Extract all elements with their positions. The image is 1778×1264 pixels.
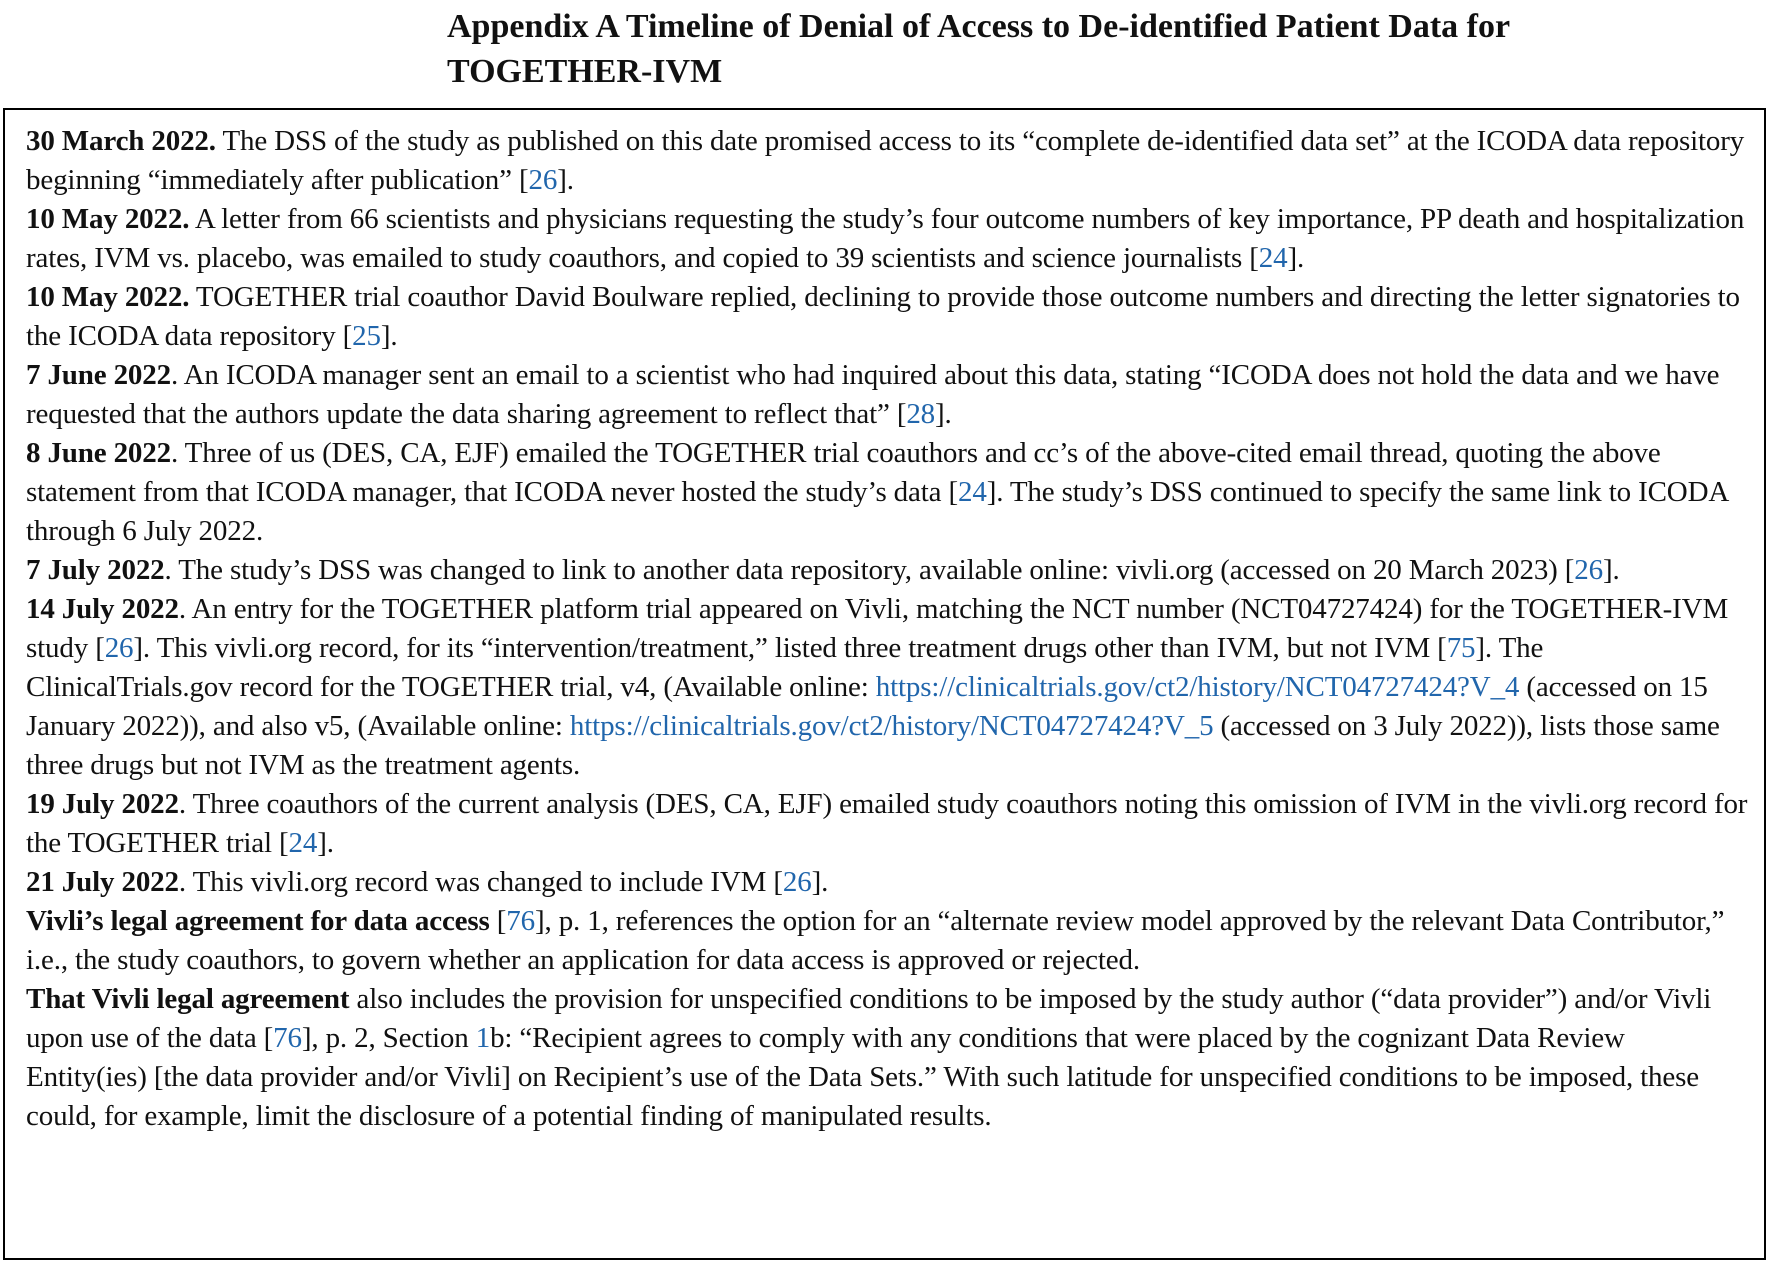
entry-date: 30 March 2022. xyxy=(26,125,216,157)
entry-text: . This vivli.org record was changed to include IVM [ xyxy=(178,866,783,898)
entry-text: . An entry for the TOGETHER platform trial appeared on Vivli, matching the NCT number (NCT04727424) for the TOGETHER-IVM study [ xyxy=(26,593,1729,664)
entry-date: 8 June 2022 xyxy=(26,437,171,469)
entry-text: (accessed on 15 January 2022)), and also v5, (Available online: xyxy=(26,671,1708,742)
entry-date: 7 July 2022 xyxy=(26,554,165,586)
entry-text: ]. xyxy=(557,164,574,196)
entry-text: . Three of us (DES, CA, EJF) emailed the TOGETHER trial coauthors and cc’s of the above-cited email thread, quoting the above statement from that ICODA manager, that ICODA never hosted the study’s data [ xyxy=(26,437,1661,508)
entry-text: ]. The study’s DSS continued to specify the same link to ICODA through 6 July 2022. xyxy=(26,476,1728,547)
entry-text: TOGETHER trial coauthor David Boulware replied, declining to provide those outcome numbers and directing the letter signatories to the ICODA data repository [ xyxy=(26,281,1740,352)
timeline-entry xyxy=(26,278,1752,356)
timeline-entry xyxy=(26,200,1752,278)
timeline-entry xyxy=(26,980,1752,1136)
entry-text: ]. This vivli.org record, for its “intervention/treatment,” listed three treatment drugs other than IVM, but not IVM [ xyxy=(133,632,1447,664)
entry-text: ]. xyxy=(811,866,829,898)
entry-text: ]. xyxy=(317,827,334,859)
entry-date: 19 July 2022 xyxy=(26,788,179,820)
entry-heading: That Vivli legal agreement xyxy=(26,983,350,1015)
citation-link[interactable]: 28 xyxy=(906,398,936,430)
timeline-entry xyxy=(26,551,1752,590)
entry-heading: Vivli’s legal agreement for data access xyxy=(26,905,490,937)
entry-text: ]. xyxy=(935,398,952,430)
entry-text: b: “Recipient agrees to comply with any conditions that were placed by the cognizant Data Review Entity(ies) [the data provider and/or Vivli] on Recipient’s use of the Data Sets.” With such latitude for unspecified conditions to be imposed, these could, for example, limit the disclosure of a potential finding of manipulated results. xyxy=(26,1022,1699,1132)
timeline-entry xyxy=(26,902,1752,980)
section-link[interactable]: 1 xyxy=(475,1022,491,1054)
citation-link[interactable]: 25 xyxy=(352,320,381,352)
timeline-entry xyxy=(26,122,1752,200)
citation-link[interactable]: 24 xyxy=(288,827,318,859)
title-line-1: Appendix A Timeline of Denial of Access to De-identified Patient Data for xyxy=(447,8,1511,45)
citation-link[interactable]: 26 xyxy=(782,866,812,898)
citation-link[interactable]: 75 xyxy=(1446,632,1476,664)
entry-text: ]. xyxy=(380,320,398,352)
citation-link[interactable]: 76 xyxy=(506,905,535,937)
page-title xyxy=(447,4,1747,94)
entry-text: also includes the provision for unspecified conditions to be imposed by the study author (“data provider”) and/or Vivli upon use of the data [ xyxy=(26,983,1712,1054)
entry-date: 10 May 2022. xyxy=(26,203,190,235)
entry-text: [ xyxy=(489,905,507,937)
citation-link[interactable]: 26 xyxy=(1574,554,1603,586)
citation-link[interactable]: 24 xyxy=(1258,242,1288,274)
entry-text: ]. The ClinicalTrials.gov record for the TOGETHER trial, v4, (Available online: xyxy=(26,632,1544,703)
citation-link[interactable]: 26 xyxy=(104,632,134,664)
entry-text: . An ICODA manager sent an email to a scientist who had inquired about this data, stating “ICODA does not hold the data and we have requested that the authors update the data sharing agreement to reflect that” [ xyxy=(26,359,1720,430)
entry-text: ]. xyxy=(1603,554,1620,586)
timeline-entry xyxy=(26,434,1752,551)
clinicaltrials-v4-link[interactable]: https://clinicaltrials.gov/ct2/history/NCT04727424?V_4 xyxy=(875,671,1520,703)
entry-text: . The study’s DSS was changed to link to another data repository, available online: vivli.org (accessed on 20 March 2023) [ xyxy=(164,554,1575,586)
entry-date: 14 July 2022 xyxy=(26,593,179,625)
entry-date: 7 June 2022 xyxy=(26,359,171,391)
timeline-box xyxy=(3,108,1766,1260)
clinicaltrials-v5-link[interactable]: https://clinicaltrials.gov/ct2/history/NCT04727424?V_5 xyxy=(569,710,1214,742)
entry-text: ], p. 2, Section xyxy=(301,1022,476,1054)
entry-date: 10 May 2022. xyxy=(26,281,190,313)
citation-link[interactable]: 26 xyxy=(528,164,558,196)
title-line-2: TOGETHER-IVM xyxy=(447,53,723,90)
timeline-entry xyxy=(26,785,1752,863)
entry-text: A letter from 66 scientists and physicians requesting the study’s four outcome numbers of key importance, PP death and hospitalization rates, IVM vs. placebo, was emailed to study coauthors, and copied to 39 scientists and science journalists [ xyxy=(26,203,1745,274)
entry-text: . Three coauthors of the current analysis (DES, CA, EJF) emailed study coauthors noting this omission of IVM in the vivli.org record for the TOGETHER trial [ xyxy=(26,788,1748,859)
entry-text: The DSS of the study as published on this date promised access to its “complete de-identified data set” at the ICODA data repository beginning “immediately after publication” [ xyxy=(26,125,1745,196)
timeline-entry xyxy=(26,356,1752,434)
entry-text: ], p. 1, references the option for an “alternate review model approved by the relevant Data Contributor,” i.e., the study coauthors, to govern whether an application for data access is approved or rejected. xyxy=(26,905,1725,976)
timeline-entry xyxy=(26,863,1752,902)
entry-text: (accessed on 3 July 2022)), lists those same three drugs but not IVM as the treatment agents. xyxy=(26,710,1720,781)
timeline-entry xyxy=(26,590,1752,785)
citation-link[interactable]: 76 xyxy=(273,1022,302,1054)
citation-link[interactable]: 24 xyxy=(957,476,987,508)
entry-date: 21 July 2022 xyxy=(26,866,179,898)
entry-text: ]. xyxy=(1287,242,1305,274)
